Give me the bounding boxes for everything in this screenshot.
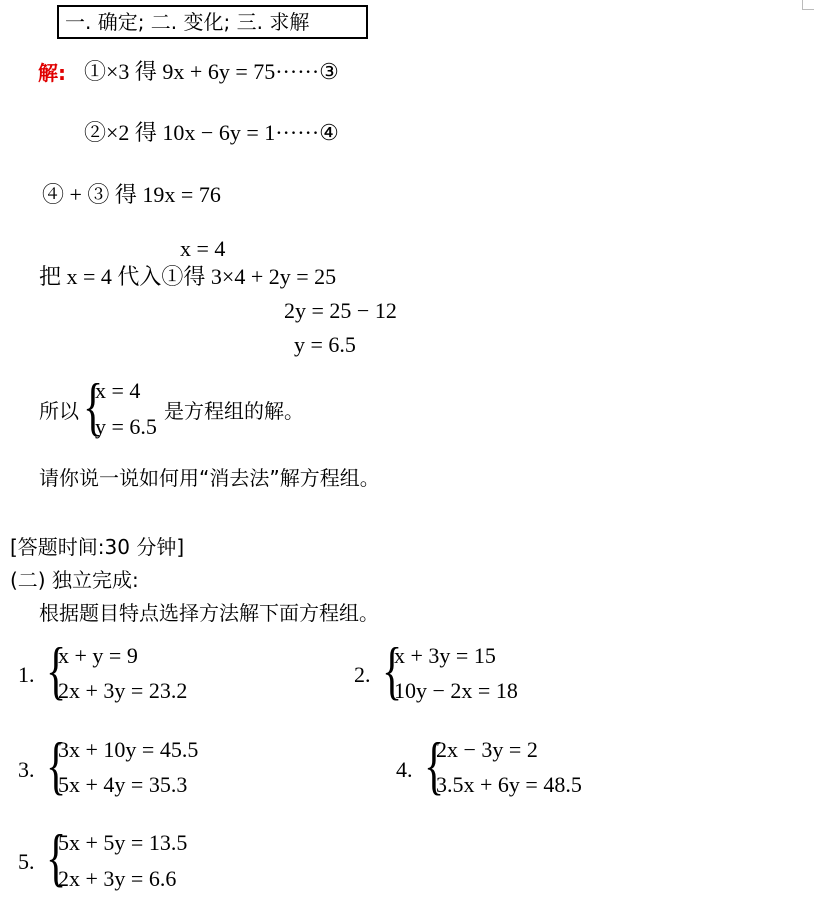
problem-4-brace: {	[424, 730, 445, 802]
problem-3-line-2: 5x + 4y = 35.3	[58, 772, 188, 797]
problem-5-line-1: 5x + 5y = 13.5	[58, 830, 188, 855]
solution-label: 解:	[38, 61, 66, 85]
problem-1-label: 1.	[18, 662, 35, 687]
solution-step-3: ④ + ③ 得 19x = 76	[42, 182, 221, 207]
timing-note: [答题时间:30 分钟]	[10, 535, 185, 559]
problem-3-brace: {	[46, 730, 67, 802]
solution-conclusion-line-2: y = 6.5	[95, 414, 157, 439]
problem-5-line-2: 2x + 3y = 6.6	[58, 866, 177, 891]
solution-conclusion-suffix: 是方程组的解。	[164, 399, 304, 423]
problem-4-line-2: 3.5x + 6y = 48.5	[436, 772, 582, 797]
problem-4-label: 4.	[396, 757, 413, 782]
problem-3-line-1: 3x + 10y = 45.5	[58, 737, 199, 762]
solution-step-1: ①×3 得 9x + 6y = 75······③	[84, 59, 339, 84]
steps-header-box	[57, 5, 368, 39]
problem-5-label: 5.	[18, 849, 35, 874]
problem-4-line-1: 2x − 3y = 2	[436, 737, 538, 762]
problem-1-line-1: x + y = 9	[58, 643, 138, 668]
section-instruction: 根据题目特点选择方法解下面方程组。	[39, 601, 379, 625]
problem-5-brace: {	[46, 822, 67, 894]
system-brace: {	[83, 371, 104, 443]
problem-1-brace: {	[46, 635, 67, 707]
solution-conclusion-line-1: x = 4	[95, 378, 141, 403]
solution-step-5: 把 x = 4 代入①得 3×4 + 2y = 25	[39, 264, 337, 289]
steps-header-text: 一. 确定; 二. 变化; 三. 求解	[65, 10, 310, 34]
section-title: (二) 独立完成:	[10, 568, 139, 592]
solution-step-2: ②×2 得 10x − 6y = 1······④	[84, 120, 339, 145]
page-corner-mark	[802, 0, 814, 10]
solution-step-7: y = 6.5	[294, 332, 356, 357]
problem-2-line-2: 10y − 2x = 18	[394, 678, 518, 703]
problem-1-line-2: 2x + 3y = 23.2	[58, 678, 188, 703]
problem-2-brace: {	[382, 635, 403, 707]
method-prompt: 请你说一说如何用“消去法”解方程组。	[39, 466, 380, 490]
problem-3-label: 3.	[18, 757, 35, 782]
problem-2-line-1: x + 3y = 15	[394, 643, 496, 668]
problem-2-label: 2.	[354, 662, 371, 687]
solution-step-6: 2y = 25 − 12	[284, 298, 397, 323]
solution-step-4: x = 4	[180, 236, 226, 261]
solution-conclusion-prefix: 所以	[39, 399, 79, 423]
